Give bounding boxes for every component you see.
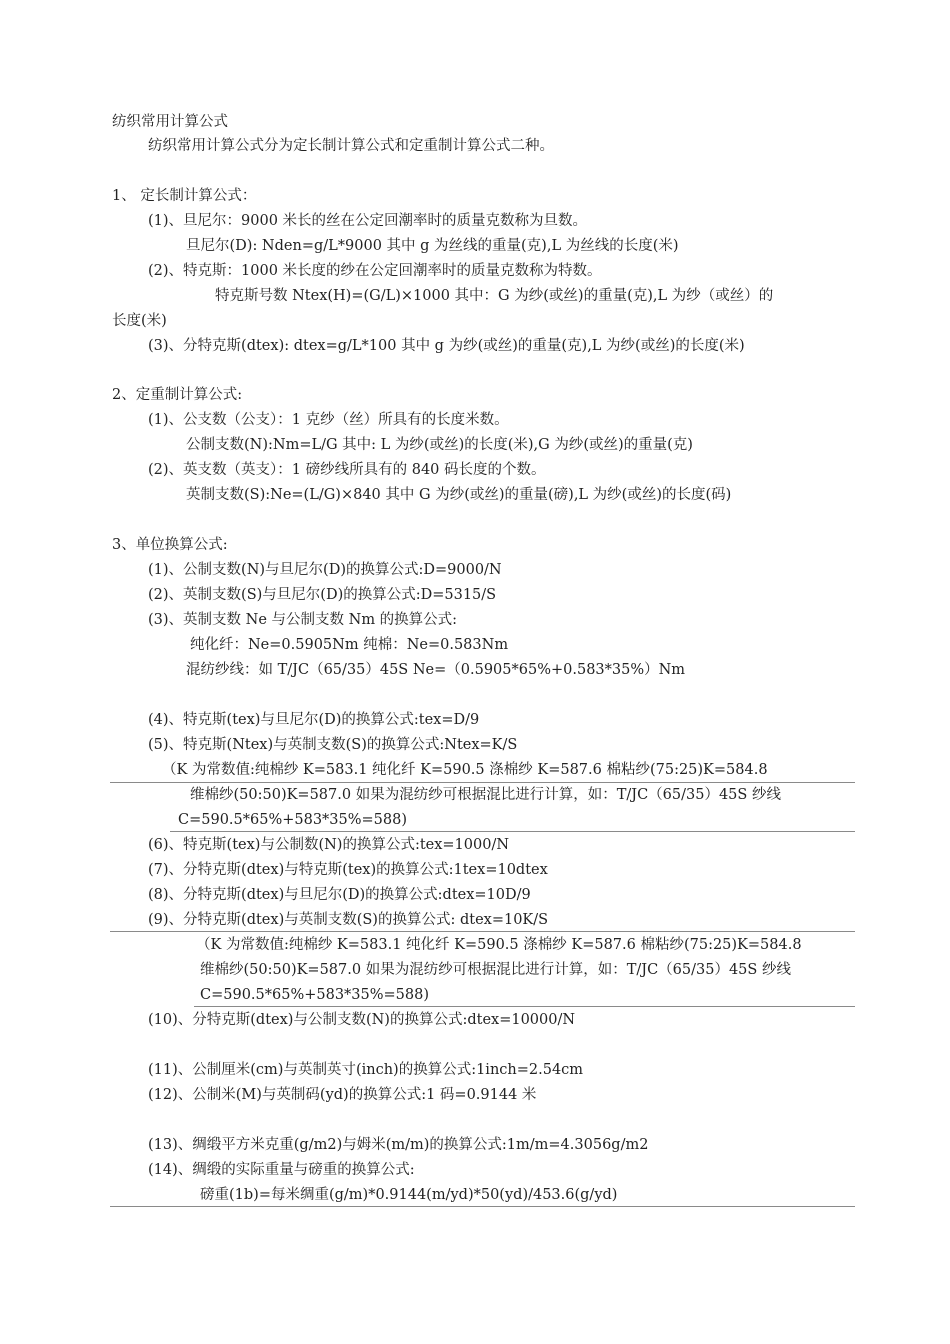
divider xyxy=(110,931,855,932)
s1-line-4: 特克斯号数 Ntex(H)=(G/L)×1000 其中：G 为纱(或丝)的重量(克),L 为纱（或丝）的 xyxy=(215,288,774,304)
s3-line-12: (7)、分特克斯(dtex)与特克斯(tex)的换算公式:1tex=10dtex xyxy=(148,862,548,878)
s1-line-1: (1)、旦尼尔：9000 米长的丝在公定回潮率时的质量克数称为旦数。 xyxy=(148,213,588,229)
s3-line-16: 维棉纱(50:50)K=587.0 如果为混纺纱可根据混比进行计算，如：T/JC（65/35）45S 纱线 xyxy=(200,962,791,978)
section-2-heading: 2、定重制计算公式: xyxy=(112,387,243,403)
divider xyxy=(170,831,855,832)
s2-line-1: (1)、公支数（公支）：1 克纱（丝）所具有的长度米数。 xyxy=(148,412,509,428)
s1-line-6: (3)、分特克斯(dtex): dtex=g/L*100 其中 g 为纱(或丝)的重量(克),L 为纱(或丝)的长度(米) xyxy=(148,338,745,354)
s3-line-19: (11)、公制厘米(cm)与英制英寸(inch)的换算公式:1inch=2.54cm xyxy=(148,1062,584,1078)
section-1-heading: 1、 定长制计算公式： xyxy=(112,188,257,204)
s2-line-4: 英制支数(S):Ne=(L/G)×840 其中 G 为纱(或丝)的重量(磅),L 为纱(或丝)的长度(码) xyxy=(186,487,732,503)
s3-line-11: (6)、特克斯(tex)与公制数(N)的换算公式:tex=1000/N xyxy=(148,837,510,853)
s3-line-7: (5)、特克斯(Ntex)与英制支数(S)的换算公式:Ntex=K/S xyxy=(148,737,518,753)
s3-line-4: 纯化纤：Ne=0.5905Nm 纯棉：Ne=0.583Nm xyxy=(190,637,509,653)
s1-line-5: 长度(米) xyxy=(112,313,167,329)
s1-line-2: 旦尼尔(D): Nden=g/L*9000 其中 g 为丝线的重量(克),L 为丝线的长度(米) xyxy=(186,238,679,254)
s3-line-6: (4)、特克斯(tex)与旦尼尔(D)的换算公式:tex=D/9 xyxy=(148,712,480,728)
s1-line-3: (2)、特克斯：1000 米长度的纱在公定回潮率时的质量克数称为特数。 xyxy=(148,263,602,279)
s2-line-3: (2)、英支数（英支）：1 磅纱线所具有的 840 码长度的个数。 xyxy=(148,462,546,478)
s3-line-3: (3)、英制支数 Ne 与公制支数 Nm 的换算公式: xyxy=(148,612,458,628)
s3-line-15: （K 为常数值:纯棉纱 K=583.1 纯化纤 K=590.5 涤棉纱 K=587.6 棉粘纱(75:25)K=584.8 xyxy=(196,937,802,953)
s3-line-17: C=590.5*65%+583*35%=588) xyxy=(200,987,430,1003)
s3-line-22: (14)、绸缎的实际重量与磅重的换算公式: xyxy=(148,1162,415,1178)
s3-line-10: C=590.5*65%+583*35%=588) xyxy=(178,812,408,828)
s3-line-23: 磅重(1b)=每米绸重(g/m)*0.9144(m/yd)*50(yd)/453.6(g/yd) xyxy=(200,1187,618,1203)
section-3-heading: 3、单位换算公式: xyxy=(112,537,228,553)
intro-paragraph: 纺织常用计算公式分为定长制计算公式和定重制计算公式二种。 xyxy=(148,138,554,154)
s3-line-18: (10)、分特克斯(dtex)与公制支数(N)的换算公式:dtex=10000/N xyxy=(148,1012,576,1028)
s3-line-14: (9)、分特克斯(dtex)与英制支数(S)的换算公式: dtex=10K/S xyxy=(148,912,549,928)
divider xyxy=(194,1006,855,1007)
s3-line-20: (12)、公制米(M)与英制码(yd)的换算公式:1 码=0.9144 米 xyxy=(148,1087,537,1103)
s3-line-1: (1)、公制支数(N)与旦尼尔(D)的换算公式:D=9000/N xyxy=(148,562,502,578)
s3-line-9: 维棉纱(50:50)K=587.0 如果为混纺纱可根据混比进行计算，如：T/JC（65/35）45S 纱线 xyxy=(190,787,781,803)
divider xyxy=(110,1206,855,1207)
s3-line-21: (13)、绸缎平方米克重(g/m2)与姆米(m/m)的换算公式:1m/m=4.3056g/m2 xyxy=(148,1137,649,1153)
s3-line-5: 混纺纱线：如 T/JC（65/35）45S Ne=（0.5905*65%+0.583*35%）Nm xyxy=(186,662,686,678)
s2-line-2: 公制支数(N):Nm=L/G 其中: L 为纱(或丝)的长度(米),G 为纱(或丝)的重量(克) xyxy=(186,437,693,453)
doc-title: 纺织常用计算公式 xyxy=(112,114,228,130)
s3-line-13: (8)、分特克斯(dtex)与旦尼尔(D)的换算公式:dtex=10D/9 xyxy=(148,887,531,903)
s3-line-2: (2)、英制支数(S)与旦尼尔(D)的换算公式:D=5315/S xyxy=(148,587,497,603)
divider xyxy=(110,782,855,783)
s3-line-8: （K 为常数值:纯棉纱 K=583.1 纯化纤 K=590.5 涤棉纱 K=587.6 棉粘纱(75:25)K=584.8 xyxy=(162,762,768,778)
